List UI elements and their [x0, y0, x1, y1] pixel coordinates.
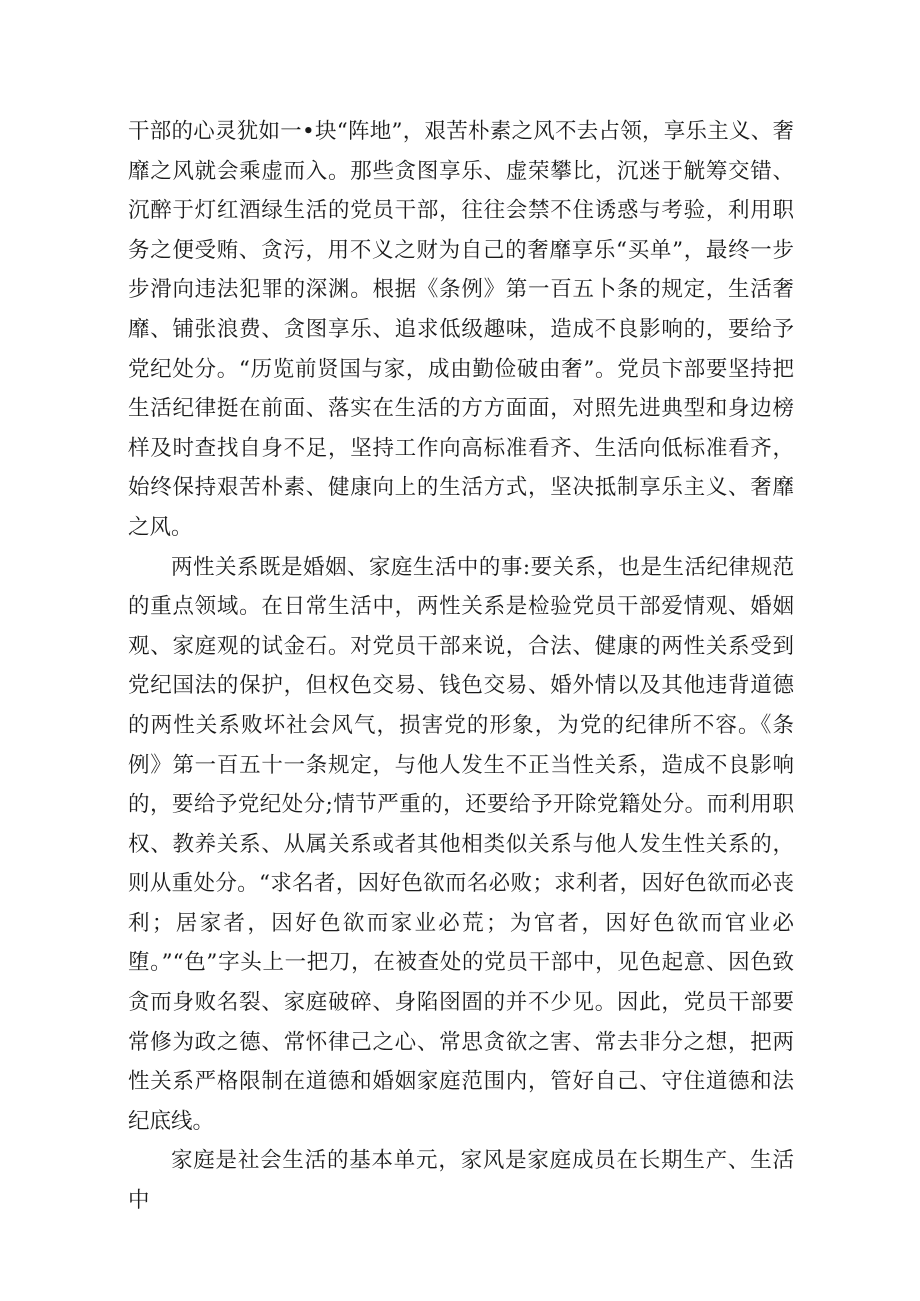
paragraph-2: 两性关系既是婚姻、家庭生活中的事:要关系，也是生活纪律规范的重点领域。在日常生活中，两性关系是检验党员干部爱情观、婚姻观、家庭观的试金石。对党员干部来说，合法、健康的两性关系受到党纪国法的保护，但权色交易、钱色交易、婚外情以及其他违背道德的两性关系败坏社会风气，损害党的形象，为党的纪律所不容。《条例》第一百五十一条规定，与他人发生不正当性关系，造成不良影响的，要给予党纪处分;情节严重的，还要给予开除党籍处分。而利用职权、教养关系、从属关系或者其他相类似关系与他人发生性关系的，则从重处分。“求名者，因好色欲而名必败；求利者，因好色欲而必丧利；居家者，因好色欲而家业必荒；为官者，因好色欲而官业必堕。”“色”字头上一把刀，在被查处的党员干部中，见色起意、因色致贪而身败名裂、家庭破碎、身陷囹圄的并不少见。因此，党员干部要常修为政之德、常怀律己之心、常思贪欲之害、常去非分之想，把两性关系严格限制在道德和婚姻家庭范围内，管好自己、守住道德和法纪底线。	[128, 554, 794, 1134]
paragraph-3: 家庭是社会生活的基本单元，家风是家庭成员在长期生产、生活中	[128, 1148, 794, 1214]
paragraph-1: 干部的心灵犹如一•块“阵地”，艰苦朴素之风不去占领，享乐主义、奢靡之风就会乘虚而入。那些贪图享乐、虚荣攀比，沉迷于觥筹交错、沉醉于灯红酒绿生活的党员干部，往往会禁不住诱惑与考验，利用职务之便受贿、贪污，用不义之财为自己的奢靡享乐“买单”，最终一步步滑向违法犯罪的深渊。根据《条例》第一百五卜条的规定，生活奢靡、铺张浪费、贪图享乐、追求低级趣味，造成不良影响的，要给予党纪处分。“历览前贤国与家，成由勤俭破由奢”。党员卞部要坚持把生活纪律挺在前面、落实在生活的方方面面，对照先进典型和身边榜样及时查找自身不足，坚持工作向高标准看齐、生活向低标准看齐，始终保持艰苦朴素、健康向上的生活方式，坚决抵制享乐主义、奢靡之风。	[128, 119, 794, 540]
document-body	[128, 112, 794, 1221]
